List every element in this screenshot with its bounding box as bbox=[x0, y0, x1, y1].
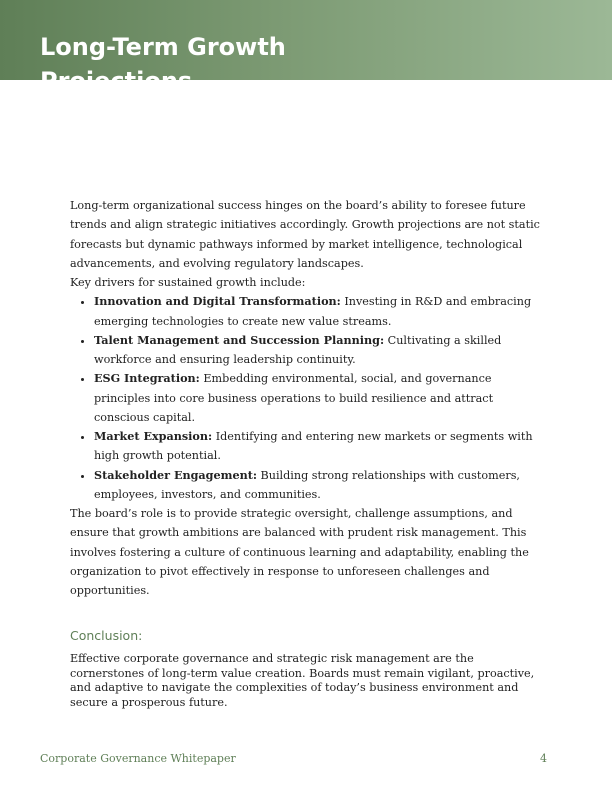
list-item bbox=[94, 427, 544, 466]
list-item bbox=[94, 466, 544, 505]
drivers-lead: Key drivers for sustained growth include: bbox=[70, 276, 306, 289]
driver-term: Talent Management and Succession Planning: bbox=[94, 332, 385, 347]
list-item bbox=[94, 369, 544, 427]
driver-term: Stakeholder Engagement: bbox=[94, 467, 257, 482]
driver-text: Cultivating a skilled workforce and ensuring leadership continuity. bbox=[94, 333, 502, 366]
list-item bbox=[94, 292, 544, 331]
conclusion-paragraph: Effective corporate governance and strategic risk management are the cornerstones of long-term value creation. Boards must remain vigilant, proactive, and adaptive to navigate the complexities of today’s business environment and secure a prosperous future. bbox=[70, 652, 535, 709]
driver-term: ESG Integration: bbox=[94, 371, 200, 386]
intro-paragraph: Long-term organizational success hinges on the board’s ability to foresee future trends and align strategic initiatives accordingly. Growth projections are not static forecasts but dynamic pathways informed by market intelligence, technological advancements, and evolving regulatory landscapes. bbox=[70, 199, 540, 270]
footer-label: Corporate Governance Whitepaper bbox=[40, 752, 236, 765]
driver-term: Innovation and Digital Transformation: bbox=[94, 294, 341, 309]
body-text bbox=[70, 196, 544, 600]
board-role-paragraph: The board’s role is to provide strategic oversight, challenge assumptions, and ensure that growth ambitions are balanced with prudent risk management. This involves fostering a culture of continuous learning and adaptability, enabling the organization to pivot effectively in response to unforeseen challenges and opportunities. bbox=[70, 507, 529, 597]
driver-term: Market Expansion: bbox=[94, 429, 213, 443]
driver-text: Embedding environmental, social, and governance principles into core business operations to build resilience and attract conscious capital. bbox=[94, 372, 494, 424]
drivers-list bbox=[70, 292, 544, 504]
conclusion-heading: Conclusion: bbox=[70, 628, 143, 643]
page-number: 4 bbox=[540, 752, 547, 765]
page-header-banner bbox=[0, 0, 612, 95]
list-item bbox=[94, 331, 544, 370]
driver-text: Investing in R&D and embracing emerging technologies to create new value streams. bbox=[94, 295, 532, 328]
driver-text: Identifying and entering new markets or segments with high growth potential. bbox=[94, 430, 533, 463]
driver-text: Building strong relationships with customers, employees, investors, and communities. bbox=[94, 468, 520, 501]
page-title: Long-Term Growth Projections bbox=[40, 33, 286, 95]
